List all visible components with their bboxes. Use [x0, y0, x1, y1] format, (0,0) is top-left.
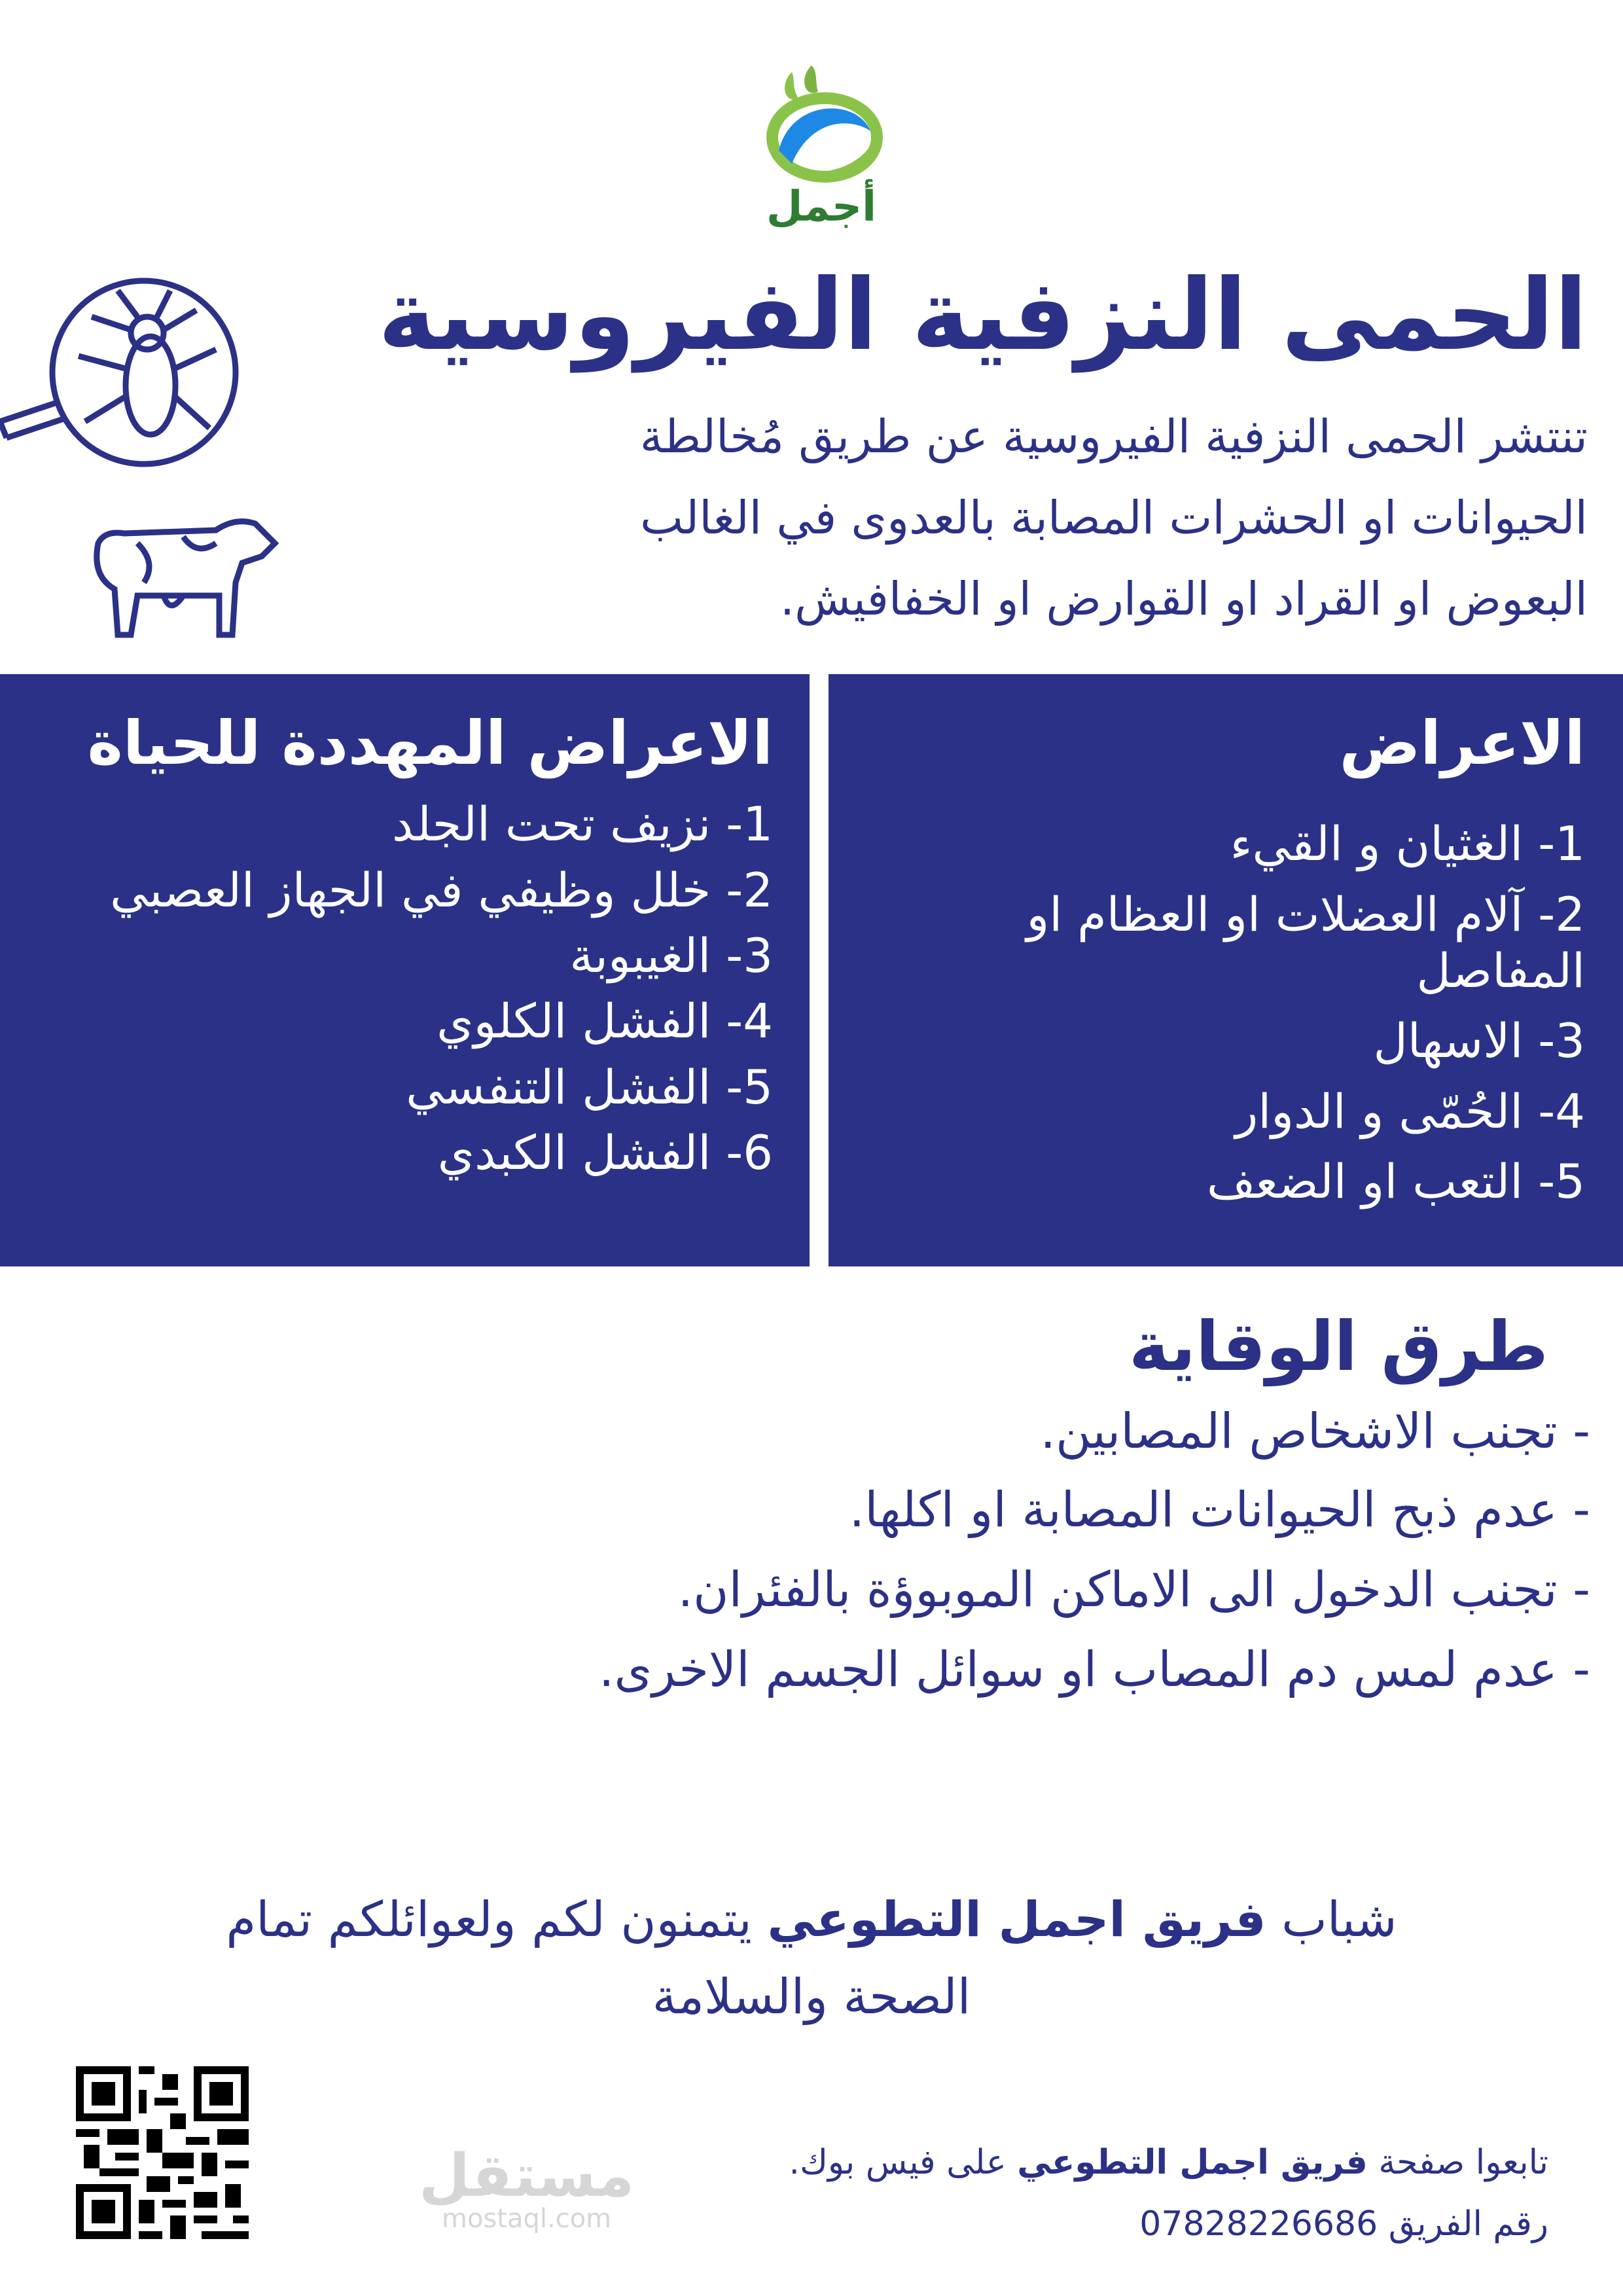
- prevention-item: - تجنب الدخول الى الاماكن الموبوؤة بالفئران.: [677, 1562, 1590, 1618]
- prevention-heading: طرق الوقاية: [1128, 1306, 1548, 1386]
- team-phone: [1139, 2204, 1548, 2244]
- watermark-en: mostaql.com: [442, 2204, 612, 2234]
- prevention-item: - عدم لمس دم المصاب او سوائل الجسم الاخرى.: [598, 1641, 1590, 1698]
- facebook-follow: [789, 2143, 1548, 2182]
- logo-text: أجمل: [766, 183, 877, 231]
- intro-line: الحيوانات او الحشرات المصابة بالعدوى في الغالب: [640, 491, 1588, 545]
- symptoms-heading: الاعراض: [1339, 708, 1585, 778]
- phone-number[interactable]: 07828226686: [1139, 2204, 1378, 2244]
- watermark: [419, 2142, 635, 2234]
- message-pre: شباب: [1266, 1892, 1397, 1948]
- logo: [753, 59, 890, 236]
- life-threatening-item: 5- الفشل التنفسي: [406, 1059, 773, 1115]
- team-name: فريق اجمل التطوعي: [767, 1892, 1266, 1948]
- life-threatening-item: 6- الفشل الكبدي: [437, 1125, 773, 1181]
- closing-message-line2: الصحة والسلامة: [652, 1969, 971, 2025]
- life-threatening-heading: الاعراض المهددة للحياة: [87, 708, 773, 778]
- phone-label: رقم الفريق: [1378, 2204, 1548, 2244]
- life-threatening-item: 2- خلل وظيفي في الجهاز العصبي: [110, 862, 773, 918]
- life-threatening-box: [0, 674, 810, 1266]
- symptom-item: 2- آلام العضلات او العظام او المفاصل: [1026, 886, 1585, 998]
- logo-swirl-icon: [753, 59, 890, 190]
- prevention-item: - عدم ذبح الحيوانات المصابة او اكلها.: [849, 1482, 1590, 1538]
- follow-pre: تابعوا صفحة: [1367, 2143, 1548, 2182]
- page-title: الحمى النزفية الفيروسية: [378, 259, 1588, 372]
- message-post: يتمنون لكم ولعوائلكم تمام: [226, 1892, 768, 1948]
- qr-code[interactable]: [76, 2066, 249, 2239]
- symptom-item: 3- الاسهال: [1373, 1013, 1585, 1069]
- symptom-item: 5- التعب او الضعف: [1207, 1154, 1585, 1210]
- symptom-item: 1- الغثيان و القيء: [1230, 816, 1585, 872]
- follow-team[interactable]: فريق اجمل التطوعي: [1017, 2143, 1368, 2182]
- intro-line: البعوض او القراد او القوارض او الخفافيش.: [779, 572, 1588, 626]
- symptom-item: 4- الحُمّى و الدوار: [1235, 1083, 1585, 1139]
- watermark-ar: مستقل: [419, 2142, 635, 2210]
- life-threatening-item: 1- نزيف تحت الجلد: [391, 797, 773, 852]
- symptoms-box: [829, 674, 1623, 1266]
- cow-icon: [85, 504, 281, 648]
- life-threatening-item: 3- الغيبوبة: [569, 927, 773, 983]
- magnifier-insect-icon: [0, 271, 249, 474]
- intro-line: تنتشر الحمى النزفية الفيروسية عن طريق مُخالطة: [639, 410, 1588, 463]
- life-threatening-item: 4- الفشل الكلوي: [437, 994, 773, 1049]
- prevention-item: - تجنب الاشخاص المصابين.: [1040, 1403, 1590, 1460]
- closing-message: [0, 1892, 1623, 1948]
- follow-post: على فيس بوك.: [789, 2143, 1018, 2182]
